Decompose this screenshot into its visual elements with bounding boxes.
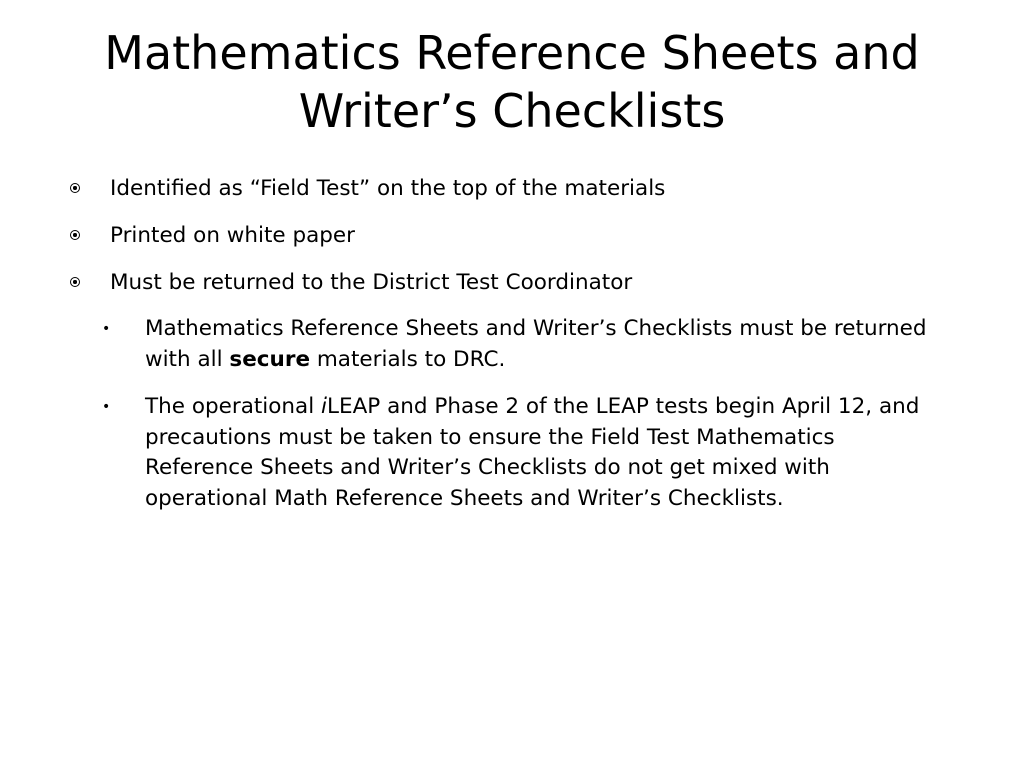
sub-bullet-text-before: Mathematics Reference Sheets and Writer’s Checklists must be returned with all	[145, 316, 927, 372]
sub-bullet-text-after: LEAP and Phase 2 of the LEAP tests begin April 12, and precautions must be taken to ensure the Field Test Mathematics Reference Sheets and Writer’s Checklists do not get mixed with operational Math Reference Sheets and Writer’s Checklists.	[145, 394, 920, 511]
title-line-2: Writer’s Checklists	[298, 84, 726, 138]
bullet-text: Must be returned to the District Test Coordinator	[110, 270, 633, 295]
bullet-dot-icon	[102, 314, 110, 345]
slide-title	[30, 24, 994, 140]
circled-dot-icon	[70, 277, 80, 287]
bullet-dot-icon	[102, 392, 110, 423]
sub-bullet-bold-text: secure	[229, 346, 311, 372]
bullet-item	[70, 221, 970, 251]
sub-bullet-item	[70, 314, 930, 375]
bullet-item	[70, 268, 970, 298]
bullet-text: Identified as “Field Test” on the top of the materials	[110, 176, 666, 201]
sub-bullet-italic-text: i	[321, 394, 328, 419]
bullet-text: Printed on white paper	[110, 223, 355, 248]
sub-bullet-text-before: The operational	[145, 394, 322, 419]
bullet-list	[70, 174, 970, 531]
bullet-item	[70, 174, 970, 204]
circled-dot-icon	[70, 230, 80, 240]
circled-dot-icon	[70, 183, 80, 193]
sub-bullet-text-after: materials to DRC.	[310, 346, 506, 372]
sub-bullet-item	[70, 392, 930, 514]
title-line-1: Mathematics Reference Sheets and	[104, 26, 920, 80]
